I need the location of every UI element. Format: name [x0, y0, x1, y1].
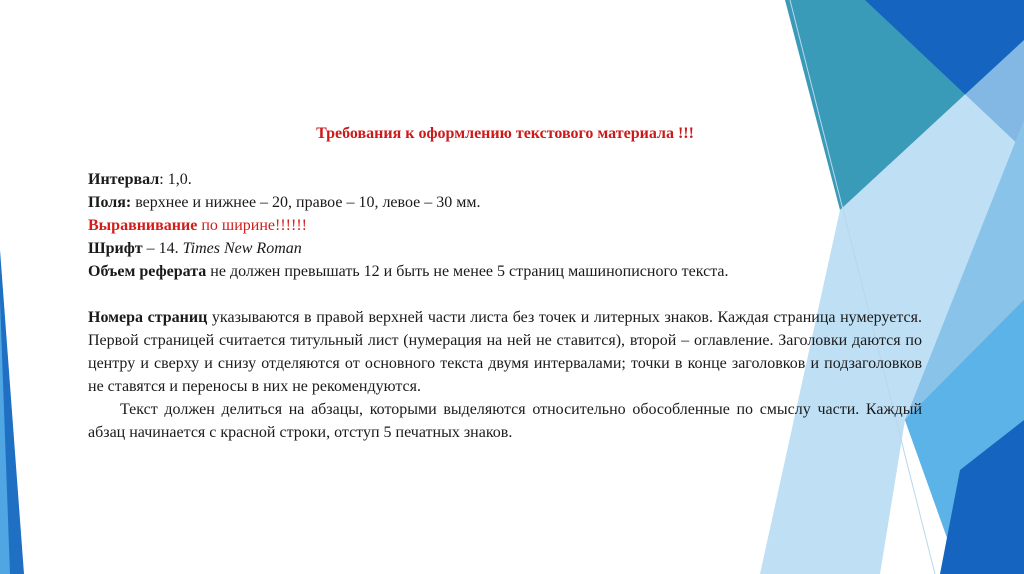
fields-value: верхнее и нижнее – 20, правое – 10, левое – 30 мм.	[131, 194, 481, 211]
font-dash: – 14.	[142, 240, 183, 257]
align-value: по ширине!!!!!!	[197, 217, 307, 234]
paragraphs-paragraph	[88, 398, 922, 444]
text-content	[88, 122, 922, 444]
paragraphs-text: Текст должен делиться на абзацы, которыми выделяются относительно обособленные по смыслу части. Каждый абзац начинается с красной строки, отступ 5 печатных знаков.	[88, 401, 922, 441]
interval-line	[88, 168, 922, 191]
volume-label: Объем реферата	[88, 263, 207, 280]
align-label: Выравнивание	[88, 217, 198, 234]
volume-value: не должен превышать 12 и быть не менее 5 страниц машинописного текста.	[206, 263, 729, 280]
page-title: Требования к оформлению текстового материала !!!	[316, 125, 694, 142]
page-numbers-paragraph	[88, 306, 922, 398]
fields-line	[88, 191, 922, 214]
font-line	[88, 237, 922, 260]
page-numbers-text: указываются в правой верхней части листа без точек и литерных знаков. Каждая страница нумеруется. Первой страницей считается титульный лист (нумерация на ней не ставится), второй – оглавление. Заголовки даются по центру и сверху и снизу отделяются от основного текста двумя интервалами; точки в конце заголовков и подзаголовков не ставятся и переносы в них не рекомендуются.	[88, 309, 923, 395]
volume-line	[88, 260, 922, 283]
page-numbers-label: Номера страниц	[88, 309, 208, 326]
font-label: Шрифт	[88, 240, 143, 257]
interval-label: Интервал	[88, 171, 160, 188]
fields-label: Поля:	[88, 194, 132, 211]
font-name: Times New Roman	[182, 240, 302, 257]
interval-value: : 1,0.	[159, 171, 192, 188]
align-line	[88, 214, 922, 237]
